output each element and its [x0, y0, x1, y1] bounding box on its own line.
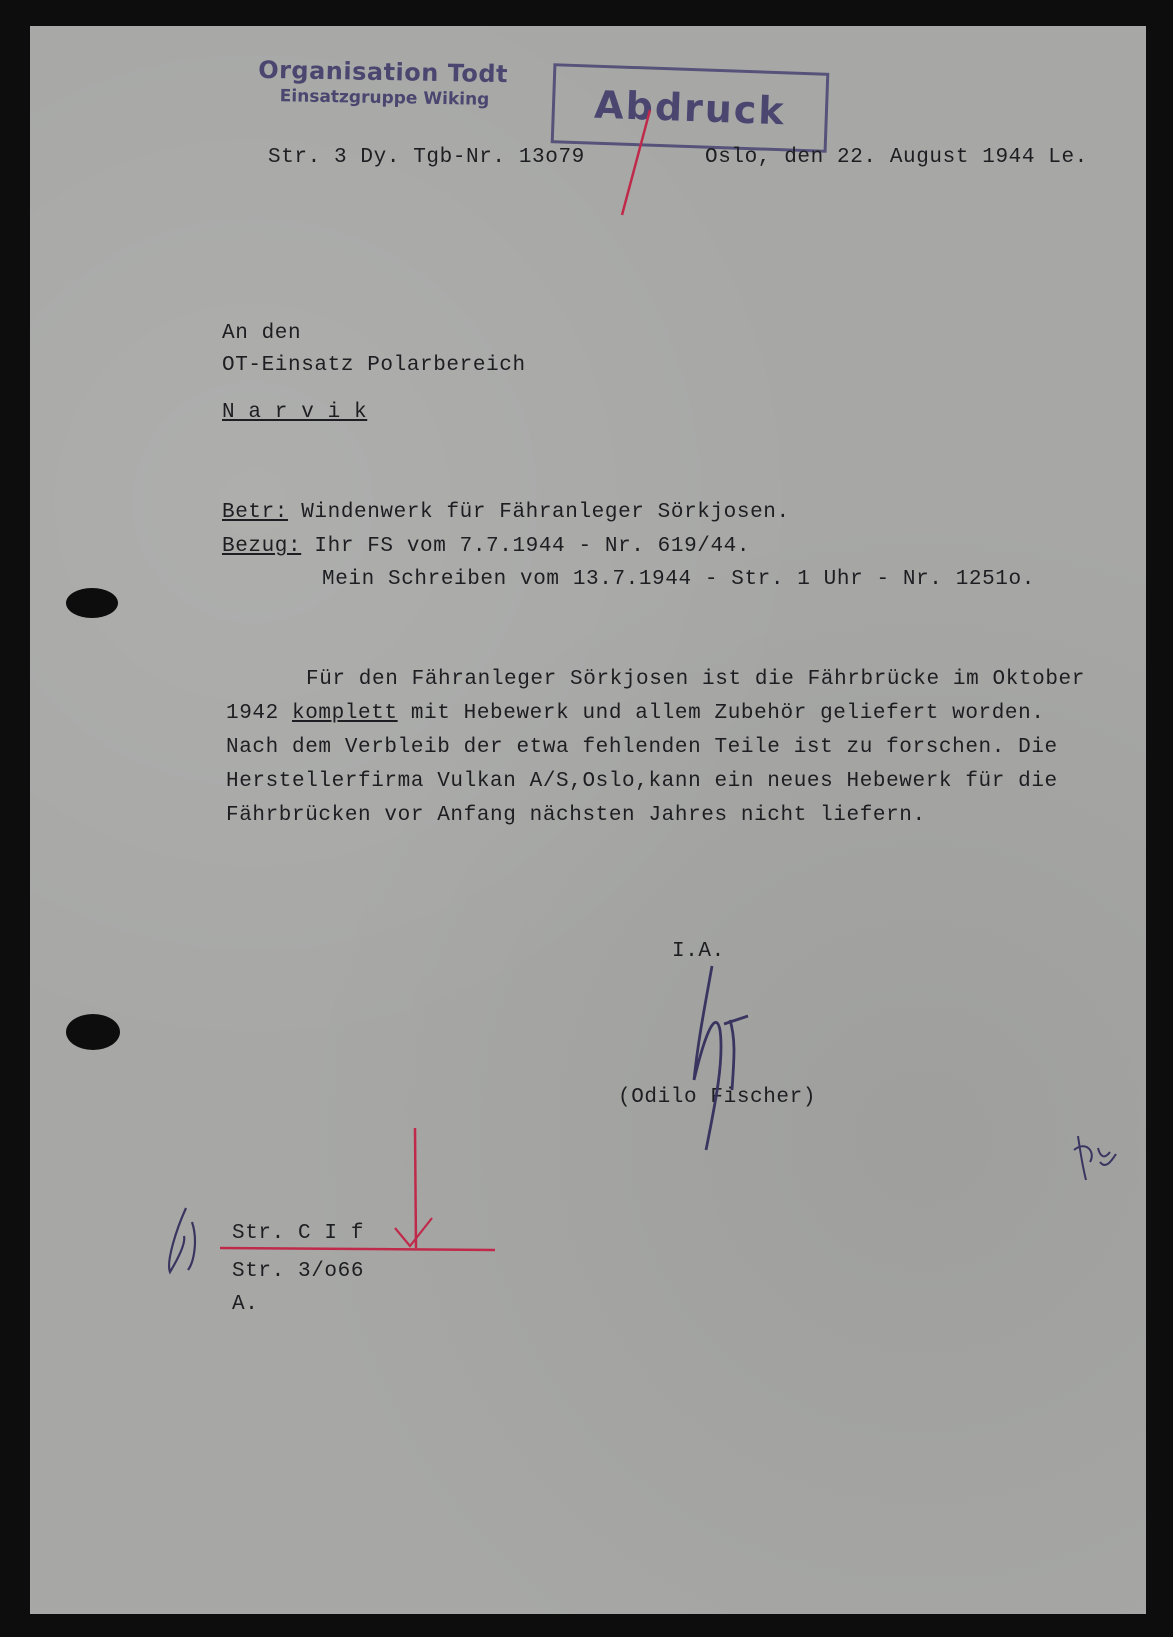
signature-scrawl — [694, 966, 748, 1150]
distribution-line-3: A. — [232, 1293, 259, 1316]
betr-label: Betr: — [222, 501, 289, 524]
bezug-label: Bezug: — [222, 535, 302, 558]
body-line-2-start: 1942 — [226, 702, 293, 725]
initials-mark — [1074, 1136, 1116, 1180]
body-emphasis: komplett — [292, 702, 398, 725]
bezug-text-1: Ihr FS vom 7.7.1944 - Nr. 619/44. — [301, 535, 751, 558]
signatory-name: (Odilo Fischer) — [618, 1086, 817, 1109]
red-check-mark — [395, 1218, 432, 1246]
distribution-line-2: Str. 3/o66 — [232, 1260, 365, 1283]
betr-text: Windenwerk für Fähranleger Sörkjosen. — [288, 501, 790, 524]
stamp-org-line1: Organisation Todt — [257, 55, 509, 89]
distribution-line-1: Str. C I f — [232, 1222, 365, 1245]
stamp-org-line2: Einsatzgruppe Wiking — [279, 86, 490, 110]
body-line-4: Herstellerfirma Vulkan A/S,Oslo,kann ein neues Hebewerk für die — [226, 770, 1058, 793]
red-underline — [220, 1248, 495, 1250]
body-line-1: Für den Fähranleger Sörkjosen ist die Fährbrücke im Oktober — [306, 668, 1085, 691]
margin-mark — [169, 1208, 195, 1272]
reference-number: Str. 3 Dy. Tgb-Nr. 13o79 — [268, 146, 585, 169]
reference-line-2: Mein Schreiben vom 13.7.1944 - Str. 1 Uhr - Nr. 1251o. — [322, 568, 1035, 591]
abdruck-label: Abdruck — [593, 82, 787, 134]
body-line-2-end: mit Hebewerk und allem Zubehör geliefert worden. — [397, 702, 1045, 725]
recipient-office: OT-Einsatz Polarbereich — [222, 354, 526, 377]
recipient-city: N a r v i k — [222, 401, 368, 424]
red-vertical-line — [415, 1128, 416, 1248]
body-line-5: Fährbrücken vor Anfang nächsten Jahres nicht liefern. — [226, 804, 926, 827]
recipient-salutation: An den — [222, 322, 302, 345]
red-pencil-slash — [622, 110, 650, 215]
signature-ia: I.A. — [672, 940, 725, 963]
place-date: Oslo, den 22. August 1944 Le. — [705, 146, 1088, 169]
body-line-3: Nach dem Verbleib der etwa fehlenden Teile ist zu forschen. Die — [226, 736, 1058, 759]
